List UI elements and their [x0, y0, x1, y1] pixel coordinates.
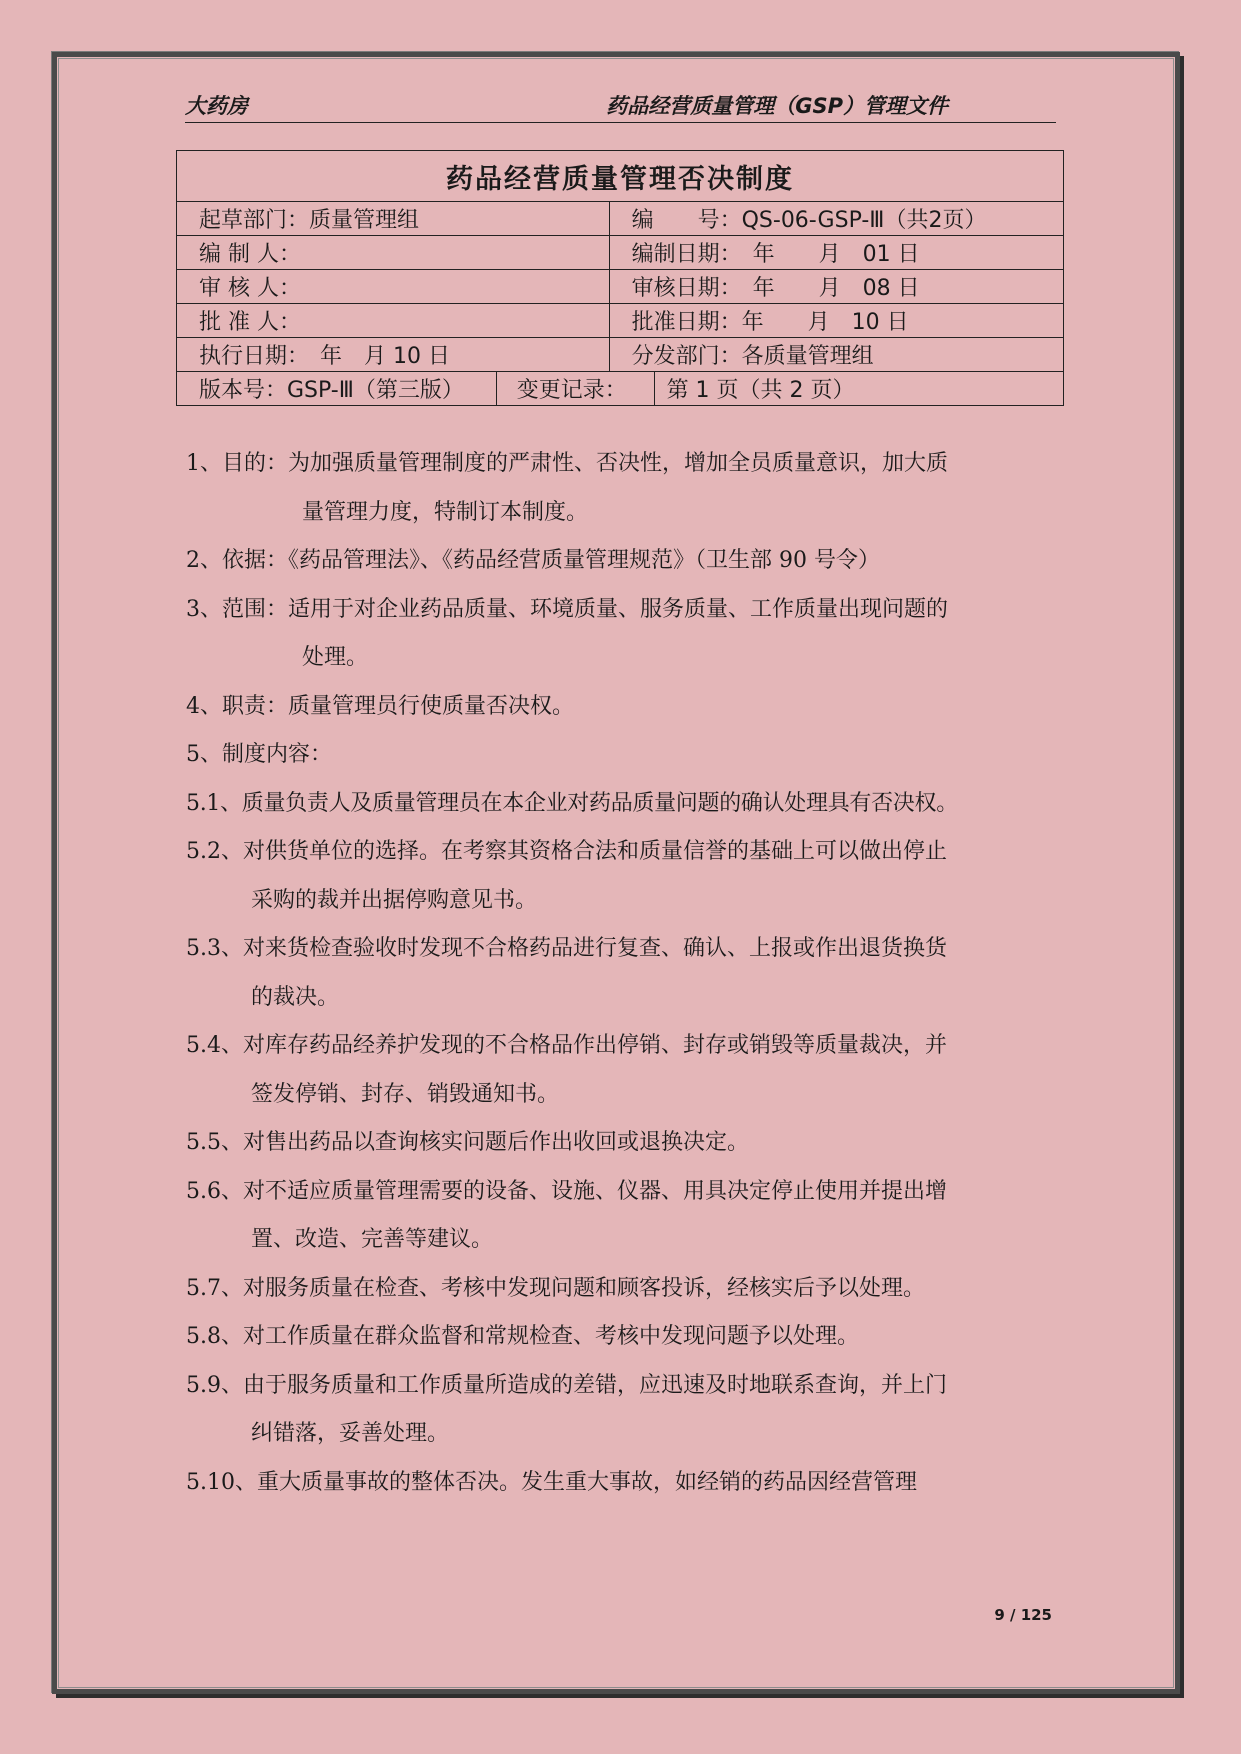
header-company: 大药房	[185, 94, 248, 118]
distribution-department: 分发部门：各质量管理组	[609, 338, 1063, 372]
paragraph-5-6	[186, 1168, 1056, 1265]
paragraph-line: 5.9、由于服务质量和工作质量所造成的差错，应迅速及时地联系查询，并上门	[186, 1372, 947, 1398]
page-number: 9 / 125	[994, 1606, 1052, 1624]
paragraph-5-1: 5.1、质量负责人及质量管理员在本企业对药品质量问题的确认处理具有否决权。	[186, 790, 958, 816]
editor-field: 编 制 人：	[177, 236, 610, 270]
document-body	[186, 440, 1056, 1507]
paragraph-5-8: 5.8、对工作质量在群众监督和常规检查、考核中发现问题予以处理。	[186, 1324, 859, 1349]
paragraph-line: 5.2、对供货单位的选择。在考察其资格合法和质量信誉的基础上可以做出停止	[186, 839, 947, 864]
version-number: 版本号：GSP-Ⅲ（第三版）	[177, 372, 497, 406]
document-number: 编 号：QS-06-GSP-Ⅲ（共2页）	[609, 202, 1063, 236]
document-title: 药品经营质量管理否决制度	[177, 151, 1064, 202]
paragraph-purpose	[186, 440, 1056, 537]
review-date: 审核日期： 年 月 08 日	[609, 270, 1063, 304]
paragraph-line: 5.3、对来货检查验收时发现不合格药品进行复查、确认、上报或作出退货换货	[186, 936, 947, 961]
paragraph-line: 处理。	[302, 645, 369, 670]
reviewer-field: 审 核 人：	[177, 270, 610, 304]
paragraph-5-2	[186, 828, 1056, 925]
approve-date: 批准日期：年 月 10 日	[609, 304, 1063, 338]
paragraph-line: 置、改造、完善等建议。	[251, 1227, 494, 1252]
paragraph-content-heading: 5、制度内容：	[186, 742, 332, 767]
paragraph-5-7: 5.7、对服务质量在检查、考核中发现问题和顾客投诉，经核实后予以处理。	[186, 1275, 925, 1301]
paragraph-line: 量管理力度，特制订本制度。	[302, 499, 589, 525]
edit-date: 编制日期： 年 月 01 日	[609, 236, 1063, 270]
paragraph-basis: 2、依据：《药品管理法》、《药品经营质量管理规范》（卫生部 90 号令）	[186, 548, 880, 573]
header-doc-type: 药品经营质量管理（GSP）管理文件	[606, 94, 948, 118]
paragraph-line: 采购的裁并出据停购意见书。	[251, 887, 538, 913]
paragraph-line: 5.4、对库存药品经养护发现的不合格品作出停销、封存或销毁等质量裁决，并	[186, 1033, 947, 1058]
page-info: 第 1 页（共 2 页）	[654, 372, 1063, 406]
paragraph-5-10: 5.10、重大质量事故的整体否决。发生重大事故，如经销的药品因经营管理	[186, 1469, 917, 1495]
paragraph-line: 纠错落，妥善处理。	[251, 1421, 450, 1446]
paragraph-5-3	[186, 925, 1056, 1022]
paragraph-5-5: 5.5、对售出药品以查询核实问题后作出收回或退换决定。	[186, 1130, 749, 1155]
paragraph-5-9	[186, 1362, 1056, 1459]
draft-department: 起草部门：质量管理组	[177, 202, 610, 236]
paragraph-5-4	[186, 1022, 1056, 1119]
document-info-table	[176, 150, 1064, 406]
approver-field: 批 准 人：	[177, 304, 610, 338]
execution-date: 执行日期： 年 月 10 日	[177, 338, 610, 372]
paragraph-scope	[186, 586, 1056, 683]
paragraph-line: 3、范围：适用于对企业药品质量、环境质量、服务质量、工作质量出现问题的	[186, 596, 948, 622]
page-header	[185, 88, 1056, 123]
paragraph-line: 1、目的：为加强质量管理制度的严肃性、否决性，增加全员质量意识，加大质	[186, 451, 948, 476]
paragraph-line: 5.6、对不适应质量管理需要的设备、设施、仪器、用具决定停止使用并提出增	[186, 1178, 947, 1204]
paragraph-line: 的裁决。	[251, 984, 340, 1010]
paragraph-duty: 4、职责：质量管理员行使质量否决权。	[186, 693, 574, 719]
change-log: 变更记录：	[496, 372, 654, 406]
paragraph-line: 签发停销、封存、销毁通知书。	[251, 1081, 560, 1107]
